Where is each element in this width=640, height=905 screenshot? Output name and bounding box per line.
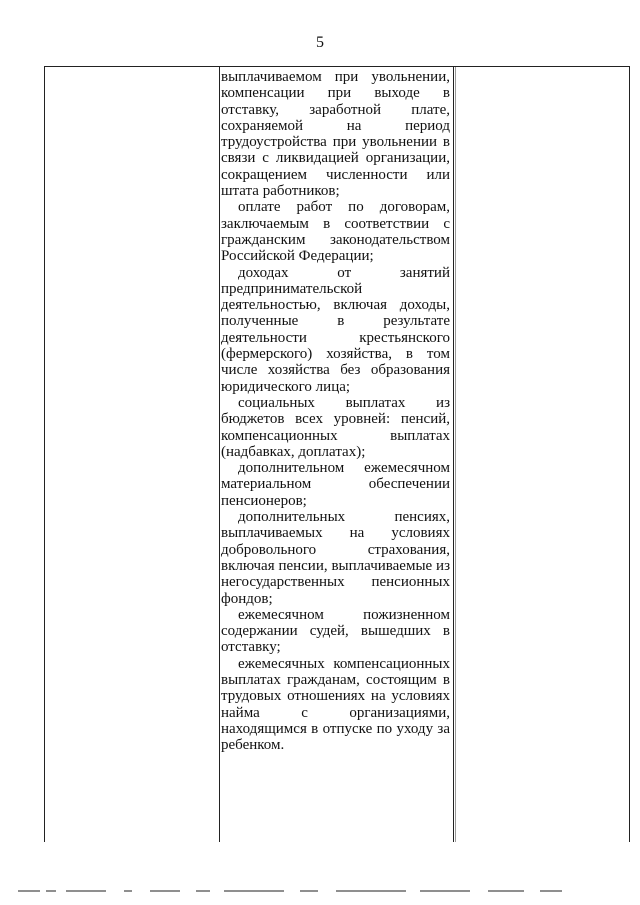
paragraph-1: выплачиваемом при увольнении, компенсации при выходе в отставку, заработной плате, сохраняемой на период трудоустройства при увольнении в связи с ликвидацией организации, сокращением численности или штата работников; <box>221 69 450 200</box>
noise-mark <box>18 890 40 892</box>
column-divider-right-shadow <box>455 67 456 842</box>
noise-mark <box>46 890 56 892</box>
noise-mark <box>150 890 180 892</box>
noise-mark <box>196 890 210 892</box>
noise-mark <box>300 890 318 892</box>
paragraph-7: ежемесячном пожизненном содержании судей, вышедших в отставку; <box>221 606 450 656</box>
page-number: 5 <box>316 34 324 51</box>
noise-mark <box>124 890 132 892</box>
noise-mark <box>420 890 470 892</box>
noise-mark <box>66 890 106 892</box>
paragraph-3: доходах от занятий предпринимательской деятельностью, включая доходы, полученные в результате деятельности крестьянского (фермерского) хозяйства, в том числе хозяйства без образования юридического лица; <box>221 264 450 395</box>
noise-mark <box>540 890 562 892</box>
paragraph-5: дополнительном ежемесячном материальном обеспечении пенсионеров; <box>221 460 450 509</box>
paragraph-8: ежемесячных компенсационных выплатах гражданам, состоящим в трудовых отношениях на условиях найма с организациями, находящимся в отпуске по уходу за ребенком. <box>221 655 450 754</box>
column-divider-left <box>219 67 220 842</box>
scan-footer-noise <box>0 886 640 896</box>
noise-mark <box>488 890 524 892</box>
column-divider-right <box>453 67 454 842</box>
noise-mark <box>336 890 406 892</box>
paragraph-2: оплате работ по договорам, заключаемым в соответствии с гражданским законодательством Российской Федерации; <box>221 199 450 265</box>
paragraph-4: социальных выплатах из бюджетов всех уровней: пенсий, компенсационных выплатах (надбавках, доплатах); <box>221 394 450 460</box>
middle-column-text <box>221 69 450 753</box>
noise-mark <box>224 890 284 892</box>
paragraph-6: дополнительных пенсиях, выплачиваемых на условиях добровольного страхования, включая пенсии, выплачиваемые из негосударственных пенсионных фондов; <box>221 509 450 607</box>
